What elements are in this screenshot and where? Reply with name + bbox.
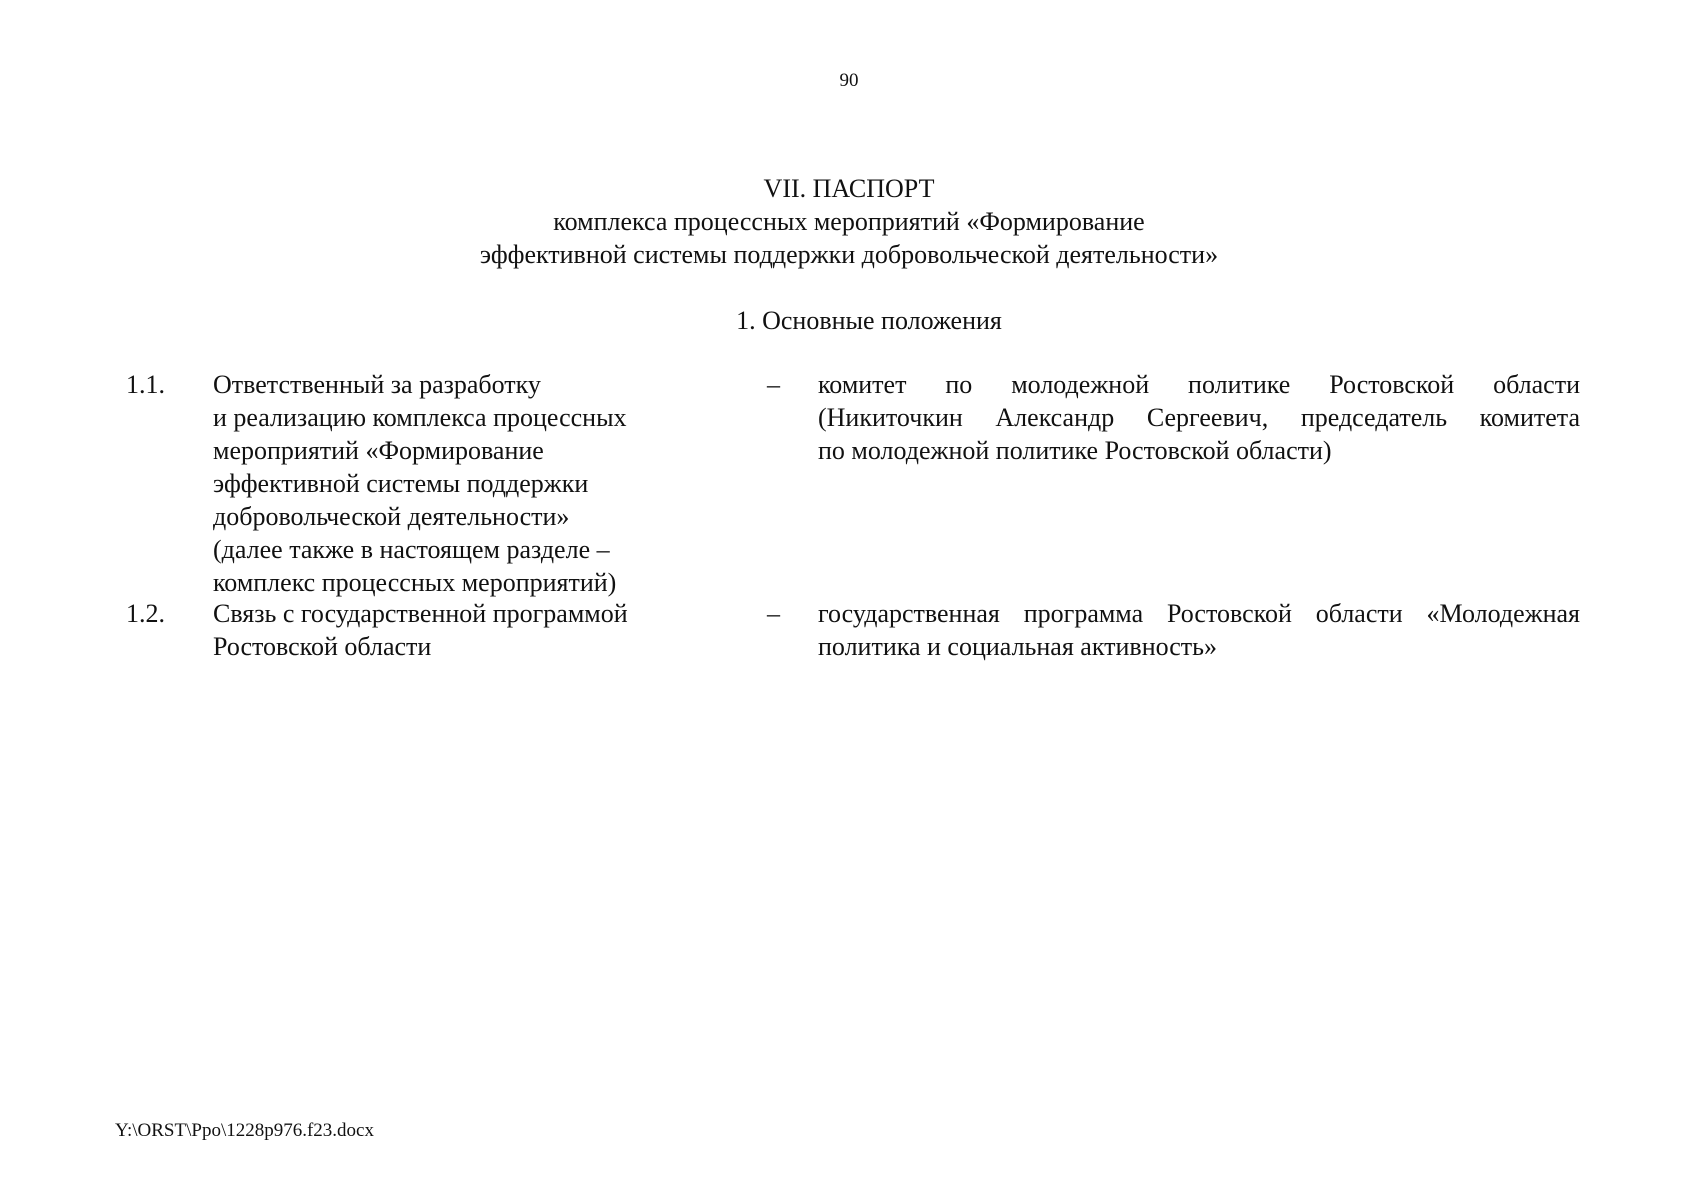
item-value-line: (Никиточкин Александр Сергеевич, председатель комитета — [818, 403, 1580, 432]
item-value-line: государственная программа Ростовской области «Молодежная — [818, 599, 1580, 628]
item-label-line: и реализацию комплекса процессных — [213, 403, 627, 432]
item-number: 1.1. — [126, 370, 165, 399]
heading-subtitle-line-2: эффективной системы поддержки добровольческой деятельности» — [479, 240, 1219, 269]
item-label-line: Связь с государственной программой — [213, 599, 628, 628]
item-label-line: комплекс процессных мероприятий) — [213, 568, 617, 597]
item-label-line: мероприятий «Формирование — [213, 436, 544, 465]
file-path-footer: Y:\ORST\Ppo\1228p976.f23.docx — [115, 1120, 374, 1141]
document-heading — [0, 172, 1698, 271]
item-value-line: политика и социальная активность» — [818, 632, 1218, 661]
item-label — [213, 368, 693, 599]
heading-title: VII. ПАСПОРТ — [763, 174, 935, 203]
item-label-line: эффективной системы поддержки — [213, 469, 589, 498]
item-number: 1.2. — [126, 599, 165, 628]
item-label-line: (далее также в настоящем разделе – — [213, 535, 610, 564]
item-label-line: добровольческой деятельности» — [213, 502, 570, 531]
item-value-line: по молодежной политике Ростовской области) — [818, 436, 1332, 465]
item-dash: – — [767, 599, 780, 628]
item-value-line: комитет по молодежной политике Ростовской области — [818, 370, 1580, 399]
item-label-line: Ответственный за разработку — [213, 370, 541, 399]
item-value — [818, 368, 1580, 467]
section-title: 1. Основные положения — [736, 306, 1002, 335]
item-label — [213, 597, 693, 663]
item-label-line: Ростовской области — [213, 632, 432, 661]
heading-subtitle-line-1: комплекса процессных мероприятий «Формирование — [553, 207, 1145, 236]
item-dash: – — [767, 370, 780, 399]
item-value — [818, 597, 1580, 663]
page-number: 90 — [839, 70, 859, 91]
